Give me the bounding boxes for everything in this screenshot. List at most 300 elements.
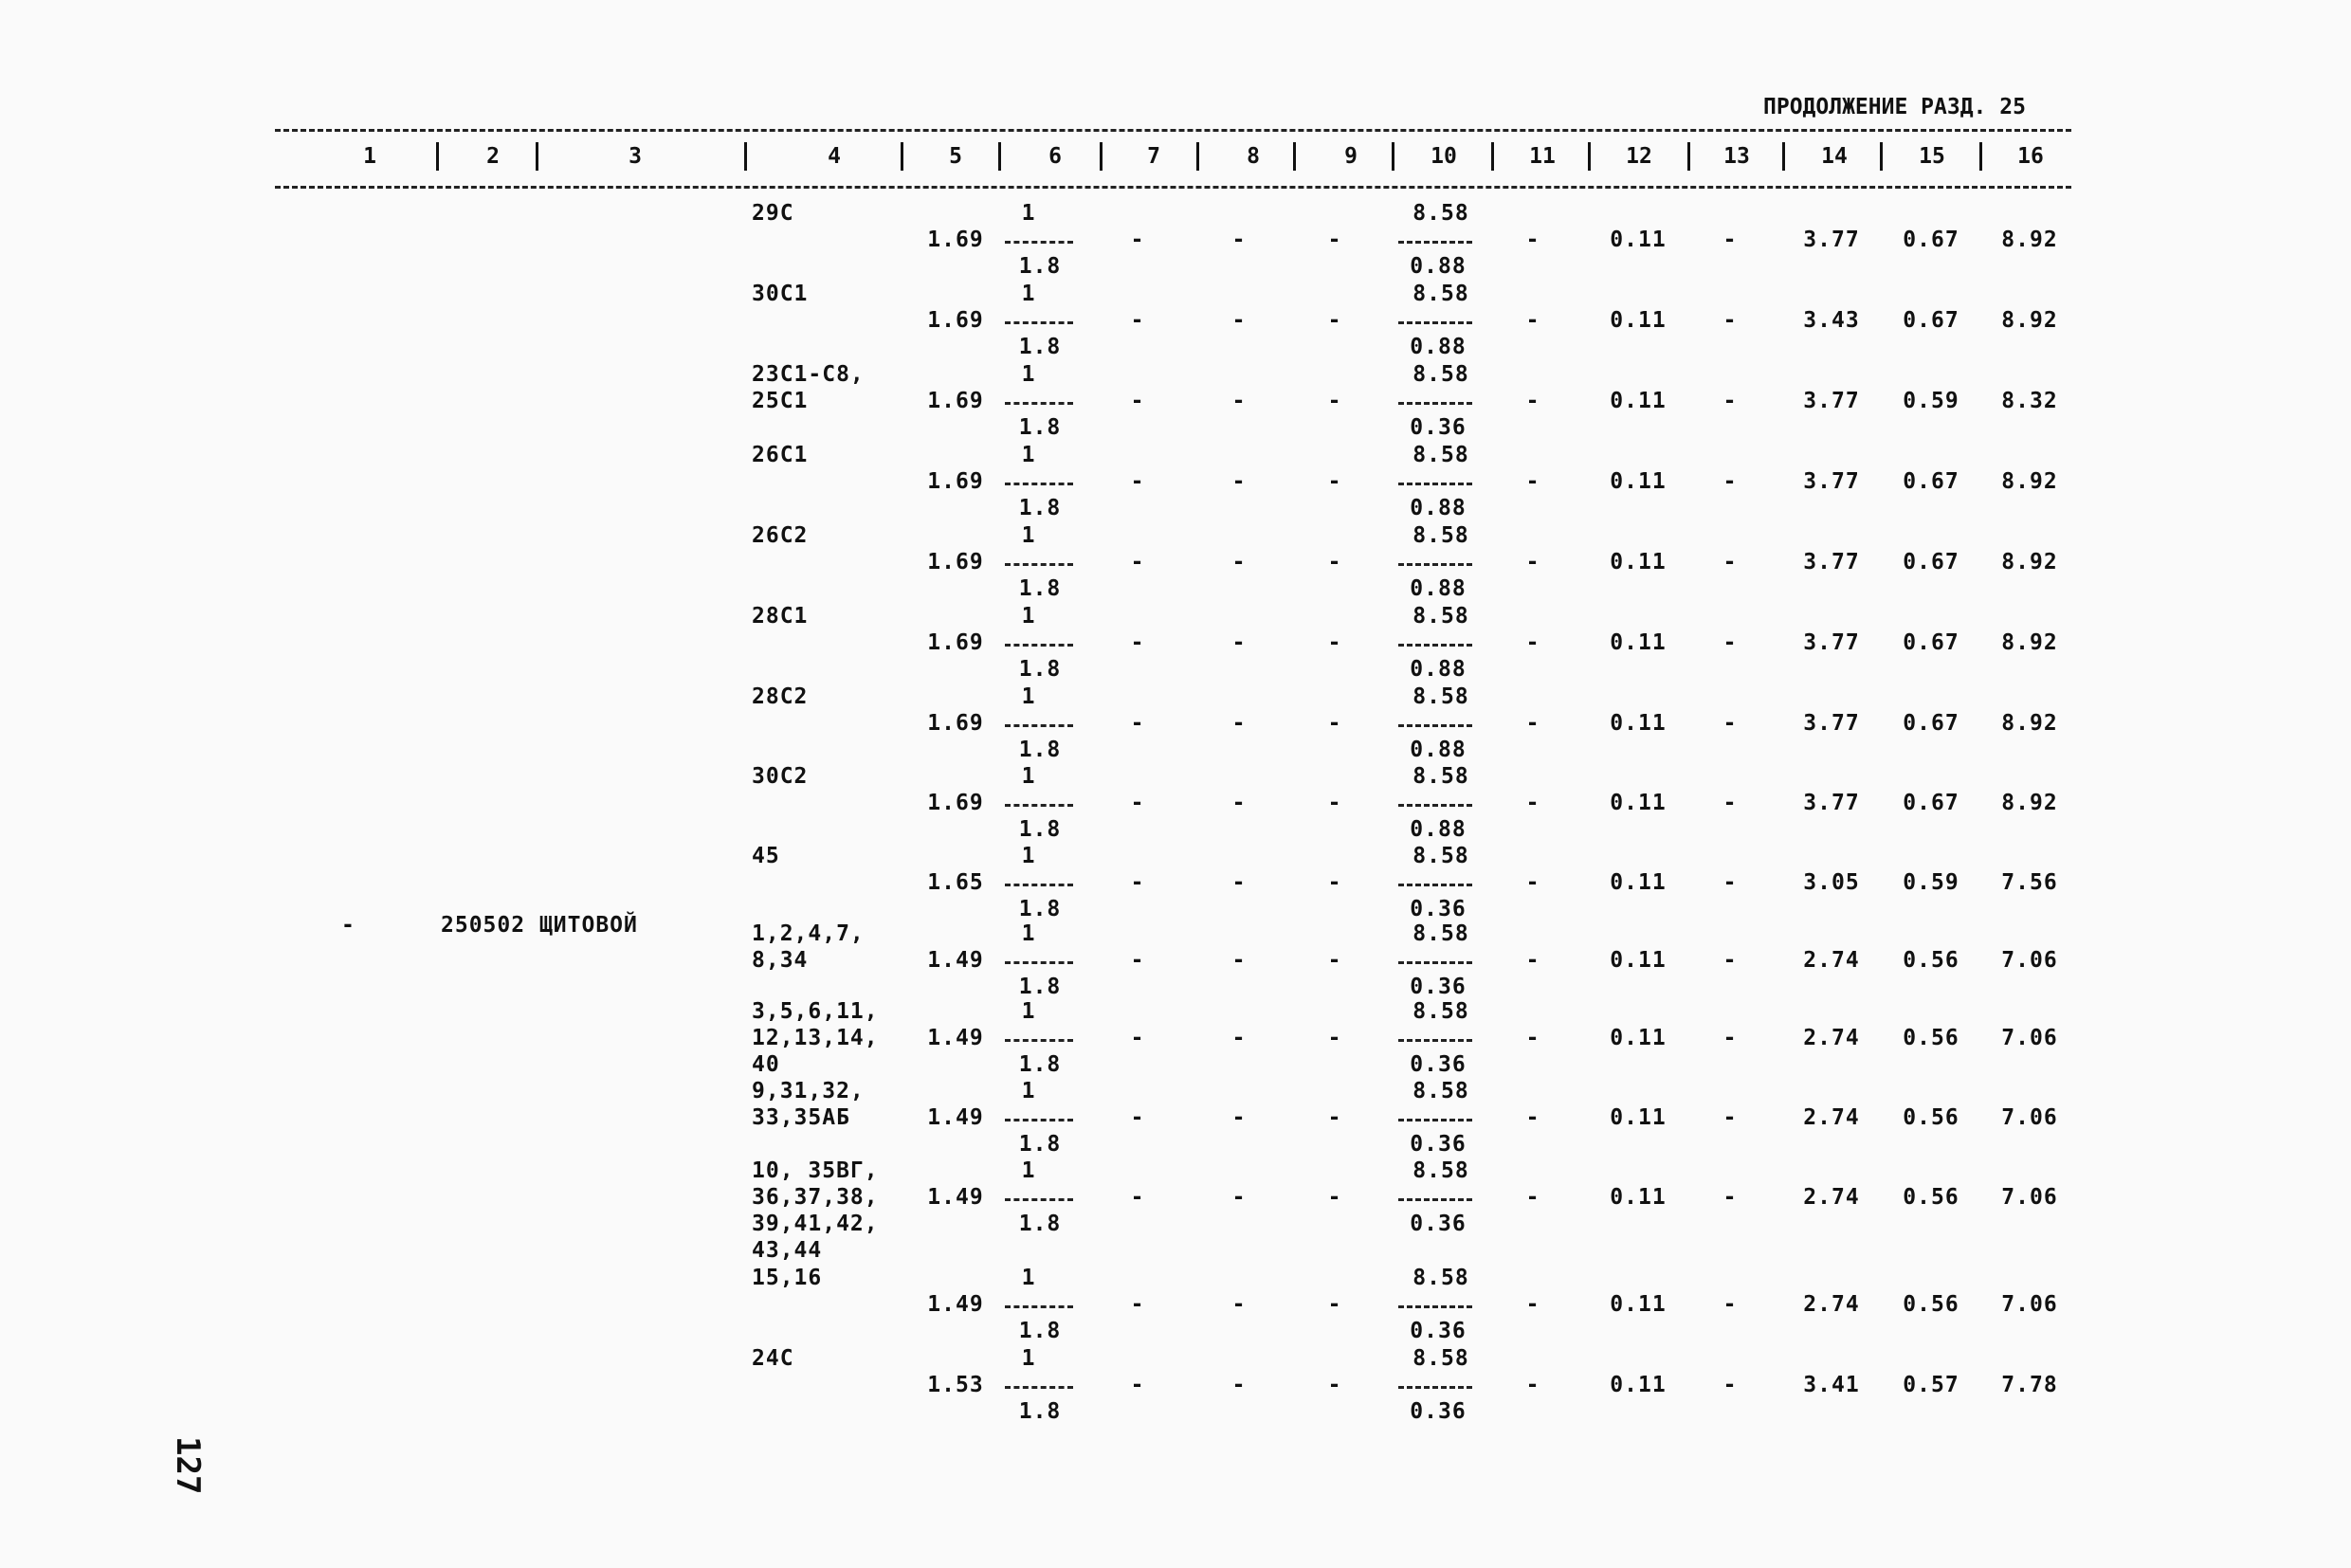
cell-col6-numerator: 1 xyxy=(1021,1158,1036,1183)
cell-col13: - xyxy=(1722,308,1738,333)
cell-col5: 1.49 xyxy=(927,948,984,973)
column-header-4: 4 xyxy=(828,144,841,169)
column-header-9: 9 xyxy=(1344,144,1358,169)
cell-col9: - xyxy=(1327,389,1342,413)
cell-col14: 3.05 xyxy=(1803,870,1860,895)
cell-col14: 3.77 xyxy=(1803,389,1860,413)
cell-col5: 1.69 xyxy=(927,469,984,494)
cell-col10-numerator: 8.58 xyxy=(1412,1079,1469,1103)
cell-col10-denominator: 0.36 xyxy=(1410,1212,1467,1236)
fraction-bar xyxy=(1005,1039,1073,1042)
fraction-bar xyxy=(1398,884,1472,886)
column-separator xyxy=(1588,142,1591,171)
column-header-6: 6 xyxy=(1048,144,1062,169)
cell-col6-numerator: 1 xyxy=(1021,921,1036,946)
cell-col6-numerator: 1 xyxy=(1021,1079,1036,1103)
cell-col11: - xyxy=(1525,1026,1540,1050)
cell-col4-line: 43,44 xyxy=(752,1238,823,1263)
fraction-bar xyxy=(1398,961,1472,964)
cell-col10-numerator: 8.58 xyxy=(1412,604,1469,629)
cell-col6-denominator: 1.8 xyxy=(1018,1212,1062,1236)
cell-col12: 0.11 xyxy=(1610,1026,1667,1050)
cell-col4-line: 36,37,38, xyxy=(752,1185,879,1210)
cell-col13: - xyxy=(1722,1185,1738,1210)
cell-col6-denominator: 1.8 xyxy=(1018,415,1062,440)
cell-col9: - xyxy=(1327,711,1342,736)
cell-col6-denominator: 1.8 xyxy=(1018,254,1062,279)
fraction-bar xyxy=(1398,804,1472,807)
cell-col9: - xyxy=(1327,630,1342,655)
cell-col6-denominator: 1.8 xyxy=(1018,496,1062,520)
cell-col10-numerator: 8.58 xyxy=(1412,443,1469,467)
cell-col7: - xyxy=(1130,550,1145,574)
cell-col10-numerator: 8.58 xyxy=(1412,282,1469,306)
cell-col4-line: 26С1 xyxy=(752,443,809,467)
cell-col12: 0.11 xyxy=(1610,389,1667,413)
column-separator xyxy=(1880,142,1883,171)
cell-col4-line: 9,31,32, xyxy=(752,1079,865,1103)
cell-col15: 0.59 xyxy=(1903,389,1959,413)
column-header-11: 11 xyxy=(1529,144,1556,169)
cell-col5: 1.53 xyxy=(927,1373,984,1397)
cell-col7: - xyxy=(1130,1292,1145,1317)
continuation-header: ПРОДОЛЖЕНИЕ РАЗД. 25 xyxy=(1763,95,2026,119)
cell-col15: 0.67 xyxy=(1903,469,1959,494)
group-code-name: 250502 ЩИТОВОЙ xyxy=(441,913,638,938)
cell-col10-denominator: 0.36 xyxy=(1410,975,1467,999)
cell-col16: 8.92 xyxy=(2001,791,2058,815)
fraction-bar xyxy=(1398,1198,1472,1201)
cell-col5: 1.49 xyxy=(927,1185,984,1210)
cell-col11: - xyxy=(1525,870,1540,895)
fraction-bar xyxy=(1005,1386,1073,1389)
column-header-1: 1 xyxy=(363,144,376,169)
fraction-bar xyxy=(1005,321,1073,324)
cell-col4-line: 45 xyxy=(752,844,780,868)
fraction-bar xyxy=(1398,241,1472,244)
cell-col6-denominator: 1.8 xyxy=(1018,335,1062,359)
column-separator xyxy=(744,142,747,171)
cell-col10-numerator: 8.58 xyxy=(1412,921,1469,946)
cell-col14: 2.74 xyxy=(1803,1185,1860,1210)
cell-col6-denominator: 1.8 xyxy=(1018,897,1062,921)
cell-col12: 0.11 xyxy=(1610,550,1667,574)
cell-col10-denominator: 0.36 xyxy=(1410,1399,1467,1424)
cell-col6-denominator: 1.8 xyxy=(1018,738,1062,762)
cell-col4-line: 12,13,14, xyxy=(752,1026,879,1050)
cell-col9: - xyxy=(1327,791,1342,815)
cell-col13: - xyxy=(1722,228,1738,252)
cell-col15: 0.56 xyxy=(1903,1026,1959,1050)
cell-col7: - xyxy=(1130,711,1145,736)
fraction-bar xyxy=(1398,402,1472,405)
cell-col8: - xyxy=(1231,228,1247,252)
column-separator xyxy=(901,142,903,171)
cell-col6-numerator: 1 xyxy=(1021,844,1036,868)
cell-col10-denominator: 0.88 xyxy=(1410,738,1467,762)
cell-col16: 7.06 xyxy=(2001,1185,2058,1210)
cell-col13: - xyxy=(1722,1105,1738,1130)
cell-col10-denominator: 0.88 xyxy=(1410,335,1467,359)
column-separator xyxy=(1196,142,1199,171)
cell-col9: - xyxy=(1327,1292,1342,1317)
cell-col11: - xyxy=(1525,308,1540,333)
cell-col5: 1.69 xyxy=(927,711,984,736)
cell-col6-numerator: 1 xyxy=(1021,604,1036,629)
cell-col11: - xyxy=(1525,711,1540,736)
column-header-15: 15 xyxy=(1919,144,1945,169)
column-header-14: 14 xyxy=(1821,144,1848,169)
cell-col5: 1.69 xyxy=(927,389,984,413)
cell-col16: 8.92 xyxy=(2001,469,2058,494)
cell-col11: - xyxy=(1525,389,1540,413)
cell-col9: - xyxy=(1327,228,1342,252)
cell-col7: - xyxy=(1130,1185,1145,1210)
cell-col4-line: 15,16 xyxy=(752,1266,823,1290)
cell-col10-numerator: 8.58 xyxy=(1412,1158,1469,1183)
cell-col16: 8.92 xyxy=(2001,550,2058,574)
column-separator xyxy=(1491,142,1494,171)
cell-col13: - xyxy=(1722,1373,1738,1397)
cell-col14: 3.41 xyxy=(1803,1373,1860,1397)
cell-col10-numerator: 8.58 xyxy=(1412,844,1469,868)
cell-col16: 7.06 xyxy=(2001,1026,2058,1050)
group-dash: - xyxy=(341,913,355,938)
cell-col13: - xyxy=(1722,550,1738,574)
fraction-bar xyxy=(1398,483,1472,485)
cell-col9: - xyxy=(1327,948,1342,973)
cell-col12: 0.11 xyxy=(1610,228,1667,252)
cell-col5: 1.49 xyxy=(927,1105,984,1130)
cell-col4-line: 26С2 xyxy=(752,523,809,548)
cell-col12: 0.11 xyxy=(1610,1105,1667,1130)
fraction-bar xyxy=(1398,563,1472,566)
cell-col8: - xyxy=(1231,550,1247,574)
cell-col15: 0.67 xyxy=(1903,711,1959,736)
fraction-bar xyxy=(1005,483,1073,485)
column-header-12: 12 xyxy=(1626,144,1652,169)
cell-col5: 1.69 xyxy=(927,550,984,574)
cell-col10-denominator: 0.88 xyxy=(1410,496,1467,520)
cell-col6-denominator: 1.8 xyxy=(1018,1132,1062,1157)
cell-col4-line: 33,35АБ xyxy=(752,1105,850,1130)
cell-col7: - xyxy=(1130,870,1145,895)
cell-col11: - xyxy=(1525,1105,1540,1130)
cell-col12: 0.11 xyxy=(1610,630,1667,655)
cell-col10-denominator: 0.36 xyxy=(1410,1319,1467,1343)
cell-col14: 3.77 xyxy=(1803,630,1860,655)
cell-col11: - xyxy=(1525,469,1540,494)
cell-col7: - xyxy=(1130,1105,1145,1130)
cell-col4-line: 30С1 xyxy=(752,282,809,306)
cell-col12: 0.11 xyxy=(1610,1185,1667,1210)
cell-col13: - xyxy=(1722,389,1738,413)
cell-col13: - xyxy=(1722,791,1738,815)
cell-col9: - xyxy=(1327,1373,1342,1397)
cell-col6-denominator: 1.8 xyxy=(1018,1399,1062,1424)
cell-col6-numerator: 1 xyxy=(1021,362,1036,387)
cell-col6-numerator: 1 xyxy=(1021,523,1036,548)
cell-col9: - xyxy=(1327,1185,1342,1210)
cell-col14: 3.77 xyxy=(1803,469,1860,494)
cell-col12: 0.11 xyxy=(1610,1373,1667,1397)
cell-col13: - xyxy=(1722,1026,1738,1050)
cell-col7: - xyxy=(1130,1373,1145,1397)
cell-col10-numerator: 8.58 xyxy=(1412,201,1469,226)
cell-col7: - xyxy=(1130,308,1145,333)
fraction-bar xyxy=(1005,402,1073,405)
fraction-bar xyxy=(1005,724,1073,727)
cell-col10-numerator: 8.58 xyxy=(1412,523,1469,548)
cell-col7: - xyxy=(1130,948,1145,973)
column-header-8: 8 xyxy=(1247,144,1260,169)
cell-col11: - xyxy=(1525,630,1540,655)
cell-col7: - xyxy=(1130,791,1145,815)
cell-col12: 0.11 xyxy=(1610,469,1667,494)
cell-col13: - xyxy=(1722,630,1738,655)
cell-col15: 0.56 xyxy=(1903,1185,1959,1210)
cell-col15: 0.56 xyxy=(1903,948,1959,973)
cell-col16: 8.92 xyxy=(2001,630,2058,655)
column-separator xyxy=(1100,142,1103,171)
column-separator xyxy=(1782,142,1785,171)
cell-col4-line: 23С1-С8, xyxy=(752,362,865,387)
fraction-bar xyxy=(1398,1119,1472,1121)
cell-col6-numerator: 1 xyxy=(1021,1266,1036,1290)
cell-col11: - xyxy=(1525,228,1540,252)
cell-col12: 0.11 xyxy=(1610,1292,1667,1317)
cell-col8: - xyxy=(1231,1373,1247,1397)
cell-col8: - xyxy=(1231,469,1247,494)
cell-col6-numerator: 1 xyxy=(1021,1346,1036,1371)
cell-col7: - xyxy=(1130,1026,1145,1050)
fraction-bar xyxy=(1005,804,1073,807)
cell-col11: - xyxy=(1525,1292,1540,1317)
cell-col8: - xyxy=(1231,870,1247,895)
cell-col14: 2.74 xyxy=(1803,1105,1860,1130)
fraction-bar xyxy=(1398,1386,1472,1389)
fraction-bar xyxy=(1398,321,1472,324)
cell-col16: 8.32 xyxy=(2001,389,2058,413)
cell-col4-line: 40 xyxy=(752,1052,780,1077)
cell-col7: - xyxy=(1130,469,1145,494)
cell-col6-denominator: 1.8 xyxy=(1018,657,1062,682)
cell-col8: - xyxy=(1231,1105,1247,1130)
column-separator xyxy=(1687,142,1690,171)
cell-col6-denominator: 1.8 xyxy=(1018,576,1062,601)
cell-col10-denominator: 0.36 xyxy=(1410,415,1467,440)
cell-col10-denominator: 0.36 xyxy=(1410,1132,1467,1157)
cell-col6-numerator: 1 xyxy=(1021,999,1036,1024)
cell-col6-denominator: 1.8 xyxy=(1018,975,1062,999)
cell-col14: 3.77 xyxy=(1803,228,1860,252)
cell-col9: - xyxy=(1327,550,1342,574)
fraction-bar xyxy=(1005,241,1073,244)
column-header-3: 3 xyxy=(629,144,642,169)
cell-col13: - xyxy=(1722,870,1738,895)
cell-col14: 3.43 xyxy=(1803,308,1860,333)
cell-col10-denominator: 0.88 xyxy=(1410,254,1467,279)
cell-col5: 1.69 xyxy=(927,630,984,655)
cell-col4-line: 30С2 xyxy=(752,764,809,789)
cell-col11: - xyxy=(1525,1373,1540,1397)
cell-col4-line: 39,41,42, xyxy=(752,1212,879,1236)
cell-col4-line: 24С xyxy=(752,1346,794,1371)
cell-col4-line: 28С2 xyxy=(752,684,809,709)
cell-col9: - xyxy=(1327,308,1342,333)
cell-col16: 7.06 xyxy=(2001,1105,2058,1130)
cell-col8: - xyxy=(1231,308,1247,333)
cell-col13: - xyxy=(1722,711,1738,736)
cell-col9: - xyxy=(1327,1026,1342,1050)
cell-col5: 1.69 xyxy=(927,228,984,252)
cell-col10-denominator: 0.88 xyxy=(1410,657,1467,682)
cell-col16: 7.06 xyxy=(2001,948,2058,973)
cell-col10-numerator: 8.58 xyxy=(1412,684,1469,709)
cell-col10-numerator: 8.58 xyxy=(1412,1346,1469,1371)
column-header-7: 7 xyxy=(1147,144,1160,169)
fraction-bar xyxy=(1005,884,1073,886)
cell-col6-numerator: 1 xyxy=(1021,201,1036,226)
cell-col11: - xyxy=(1525,948,1540,973)
cell-col8: - xyxy=(1231,948,1247,973)
cell-col14: 3.77 xyxy=(1803,711,1860,736)
cell-col7: - xyxy=(1130,228,1145,252)
cell-col5: 1.69 xyxy=(927,308,984,333)
cell-col15: 0.67 xyxy=(1903,630,1959,655)
cell-col10-denominator: 0.36 xyxy=(1410,897,1467,921)
cell-col15: 0.67 xyxy=(1903,550,1959,574)
cell-col16: 8.92 xyxy=(2001,711,2058,736)
column-separator xyxy=(1392,142,1394,171)
cell-col13: - xyxy=(1722,1292,1738,1317)
cell-col9: - xyxy=(1327,870,1342,895)
cell-col4-line: 1,2,4,7, xyxy=(752,921,865,946)
cell-col6-numerator: 1 xyxy=(1021,684,1036,709)
column-header-13: 13 xyxy=(1723,144,1750,169)
cell-col14: 2.74 xyxy=(1803,948,1860,973)
fraction-bar xyxy=(1005,1305,1073,1308)
cell-col14: 3.77 xyxy=(1803,550,1860,574)
cell-col4-line: 29С xyxy=(752,201,794,226)
cell-col6-numerator: 1 xyxy=(1021,764,1036,789)
table-header-rule xyxy=(275,186,2071,189)
fraction-bar xyxy=(1005,961,1073,964)
cell-col11: - xyxy=(1525,550,1540,574)
column-separator xyxy=(436,142,439,171)
column-separator xyxy=(1293,142,1296,171)
fraction-bar xyxy=(1398,644,1472,647)
cell-col10-denominator: 0.36 xyxy=(1410,1052,1467,1077)
column-header-2: 2 xyxy=(486,144,500,169)
cell-col8: - xyxy=(1231,1026,1247,1050)
cell-col11: - xyxy=(1525,791,1540,815)
column-separator xyxy=(1979,142,1982,171)
cell-col6-denominator: 1.8 xyxy=(1018,1052,1062,1077)
cell-col15: 0.67 xyxy=(1903,791,1959,815)
cell-col4-line: 10, 35ВГ, xyxy=(752,1158,879,1183)
cell-col14: 2.74 xyxy=(1803,1026,1860,1050)
column-separator xyxy=(536,142,538,171)
cell-col4-line: 25С1 xyxy=(752,389,809,413)
cell-col8: - xyxy=(1231,791,1247,815)
cell-col8: - xyxy=(1231,389,1247,413)
cell-col8: - xyxy=(1231,1292,1247,1317)
cell-col9: - xyxy=(1327,469,1342,494)
cell-col7: - xyxy=(1130,630,1145,655)
cell-col5: 1.65 xyxy=(927,870,984,895)
cell-col8: - xyxy=(1231,711,1247,736)
cell-col4-line: 8,34 xyxy=(752,948,809,973)
cell-col12: 0.11 xyxy=(1610,791,1667,815)
cell-col10-denominator: 0.88 xyxy=(1410,817,1467,842)
cell-col6-denominator: 1.8 xyxy=(1018,817,1062,842)
cell-col16: 7.78 xyxy=(2001,1373,2058,1397)
cell-col5: 1.69 xyxy=(927,791,984,815)
cell-col11: - xyxy=(1525,1185,1540,1210)
cell-col16: 8.92 xyxy=(2001,228,2058,252)
cell-col16: 7.06 xyxy=(2001,1292,2058,1317)
column-header-16: 16 xyxy=(2017,144,2044,169)
cell-col16: 8.92 xyxy=(2001,308,2058,333)
table-top-rule xyxy=(275,129,2071,132)
cell-col10-numerator: 8.58 xyxy=(1412,1266,1469,1290)
fraction-bar xyxy=(1005,1119,1073,1121)
cell-col10-denominator: 0.88 xyxy=(1410,576,1467,601)
cell-col15: 0.56 xyxy=(1903,1292,1959,1317)
cell-col13: - xyxy=(1722,948,1738,973)
cell-col8: - xyxy=(1231,1185,1247,1210)
fraction-bar xyxy=(1398,1039,1472,1042)
fraction-bar xyxy=(1398,724,1472,727)
cell-col7: - xyxy=(1130,389,1145,413)
cell-col9: - xyxy=(1327,1105,1342,1130)
column-header-5: 5 xyxy=(949,144,962,169)
cell-col12: 0.11 xyxy=(1610,308,1667,333)
page-number: 127 xyxy=(169,1436,207,1495)
cell-col8: - xyxy=(1231,630,1247,655)
cell-col5: 1.49 xyxy=(927,1292,984,1317)
cell-col10-numerator: 8.58 xyxy=(1412,764,1469,789)
column-header-10: 10 xyxy=(1431,144,1457,169)
cell-col12: 0.11 xyxy=(1610,870,1667,895)
cell-col12: 0.11 xyxy=(1610,711,1667,736)
cell-col15: 0.67 xyxy=(1903,308,1959,333)
fraction-bar xyxy=(1398,1305,1472,1308)
cell-col15: 0.56 xyxy=(1903,1105,1959,1130)
cell-col15: 0.67 xyxy=(1903,228,1959,252)
fraction-bar xyxy=(1005,1198,1073,1201)
cell-col6-denominator: 1.8 xyxy=(1018,1319,1062,1343)
cell-col5: 1.49 xyxy=(927,1026,984,1050)
cell-col13: - xyxy=(1722,469,1738,494)
column-separator xyxy=(998,142,1001,171)
cell-col6-numerator: 1 xyxy=(1021,443,1036,467)
cell-col4-line: 28С1 xyxy=(752,604,809,629)
cell-col16: 7.56 xyxy=(2001,870,2058,895)
cell-col12: 0.11 xyxy=(1610,948,1667,973)
fraction-bar xyxy=(1005,563,1073,566)
cell-col10-numerator: 8.58 xyxy=(1412,362,1469,387)
cell-col14: 2.74 xyxy=(1803,1292,1860,1317)
cell-col6-numerator: 1 xyxy=(1021,282,1036,306)
cell-col4-line: 3,5,6,11, xyxy=(752,999,879,1024)
cell-col15: 0.59 xyxy=(1903,870,1959,895)
fraction-bar xyxy=(1005,644,1073,647)
cell-col14: 3.77 xyxy=(1803,791,1860,815)
cell-col10-numerator: 8.58 xyxy=(1412,999,1469,1024)
cell-col15: 0.57 xyxy=(1903,1373,1959,1397)
